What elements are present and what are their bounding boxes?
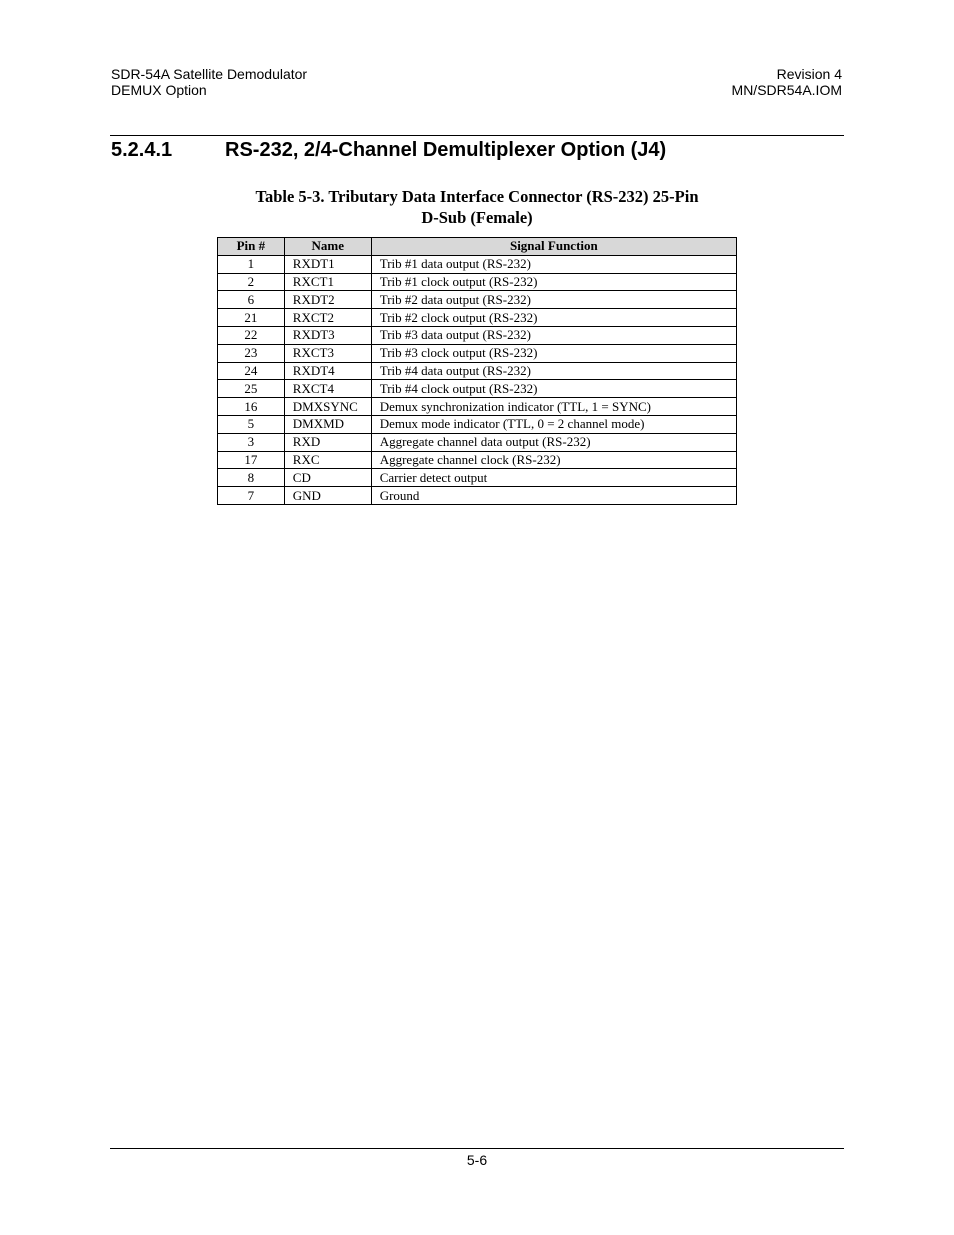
pinout-table xyxy=(217,237,737,505)
pin-cell: 22 xyxy=(218,326,285,344)
column-header-pin: Pin # xyxy=(218,238,285,256)
func-cell: Aggregate channel clock (RS-232) xyxy=(371,451,736,469)
pin-cell: 6 xyxy=(218,291,285,309)
name-cell: CD xyxy=(284,469,371,487)
name-cell: RXC xyxy=(284,451,371,469)
table-caption xyxy=(217,186,737,228)
func-cell: Trib #4 clock output (RS-232) xyxy=(371,380,736,398)
table-row xyxy=(218,362,737,380)
table-row xyxy=(218,326,737,344)
page-number: 5-6 xyxy=(466,1152,488,1168)
revision-label: Revision 4 xyxy=(776,66,842,82)
name-cell: RXCT4 xyxy=(284,380,371,398)
table-caption-line2: D-Sub (Female) xyxy=(421,208,533,227)
page-header-left xyxy=(111,66,307,98)
table-row xyxy=(218,255,737,273)
name-cell: RXDT4 xyxy=(284,362,371,380)
func-cell: Trib #1 clock output (RS-232) xyxy=(371,273,736,291)
pin-cell: 21 xyxy=(218,309,285,327)
table-row xyxy=(218,398,737,416)
name-cell: RXDT2 xyxy=(284,291,371,309)
table-row xyxy=(218,451,737,469)
table-header-row xyxy=(218,238,737,256)
name-cell: RXD xyxy=(284,433,371,451)
func-cell: Trib #2 data output (RS-232) xyxy=(371,291,736,309)
name-cell: RXDT1 xyxy=(284,255,371,273)
table-row xyxy=(218,273,737,291)
document-id: MN/SDR54A.IOM xyxy=(731,82,842,98)
document-title: SDR-54A Satellite Demodulator xyxy=(111,66,308,82)
name-cell: GND xyxy=(284,487,371,505)
func-cell: Trib #3 clock output (RS-232) xyxy=(371,344,736,362)
footer-divider xyxy=(110,1148,844,1149)
table-row xyxy=(218,469,737,487)
table-caption-line1: Table 5-3. Tributary Data Interface Connector (RS-232) 25-Pin xyxy=(255,187,699,206)
pin-cell: 2 xyxy=(218,273,285,291)
pin-cell: 25 xyxy=(218,380,285,398)
func-cell: Demux mode indicator (TTL, 0 = 2 channel mode) xyxy=(371,415,736,433)
table-row xyxy=(218,344,737,362)
name-cell: RXCT2 xyxy=(284,309,371,327)
pin-cell: 17 xyxy=(218,451,285,469)
func-cell: Aggregate channel data output (RS-232) xyxy=(371,433,736,451)
section-heading xyxy=(111,138,666,162)
table-row xyxy=(218,433,737,451)
func-cell: Trib #3 data output (RS-232) xyxy=(371,326,736,344)
page-header-right xyxy=(732,66,842,98)
column-header-name: Name xyxy=(284,238,371,256)
pin-cell: 5 xyxy=(218,415,285,433)
document-subtitle: DEMUX Option xyxy=(111,82,207,98)
pin-cell: 24 xyxy=(218,362,285,380)
func-cell: Trib #2 clock output (RS-232) xyxy=(371,309,736,327)
table-row xyxy=(218,415,737,433)
header-divider xyxy=(110,135,844,136)
table-row xyxy=(218,309,737,327)
section-title: RS-232, 2/4-Channel Demultiplexer Option (J4) xyxy=(225,139,667,161)
name-cell: DMXMD xyxy=(284,415,371,433)
name-cell: DMXSYNC xyxy=(284,398,371,416)
pin-cell: 7 xyxy=(218,487,285,505)
pin-cell: 1 xyxy=(218,255,285,273)
table-body xyxy=(218,255,737,504)
pin-cell: 8 xyxy=(218,469,285,487)
table-row xyxy=(218,291,737,309)
pin-cell: 23 xyxy=(218,344,285,362)
section-number: 5.2.4.1 xyxy=(111,139,173,161)
func-cell: Trib #1 data output (RS-232) xyxy=(371,255,736,273)
func-cell: Trib #4 data output (RS-232) xyxy=(371,362,736,380)
pin-cell: 16 xyxy=(218,398,285,416)
name-cell: RXDT3 xyxy=(284,326,371,344)
pin-cell: 3 xyxy=(218,433,285,451)
column-header-function: Signal Function xyxy=(371,238,736,256)
func-cell: Demux synchronization indicator (TTL, 1 = SYNC) xyxy=(371,398,736,416)
func-cell: Carrier detect output xyxy=(371,469,736,487)
table-row xyxy=(218,380,737,398)
name-cell: RXCT1 xyxy=(284,273,371,291)
name-cell: RXCT3 xyxy=(284,344,371,362)
func-cell: Ground xyxy=(371,487,736,505)
table-row xyxy=(218,487,737,505)
